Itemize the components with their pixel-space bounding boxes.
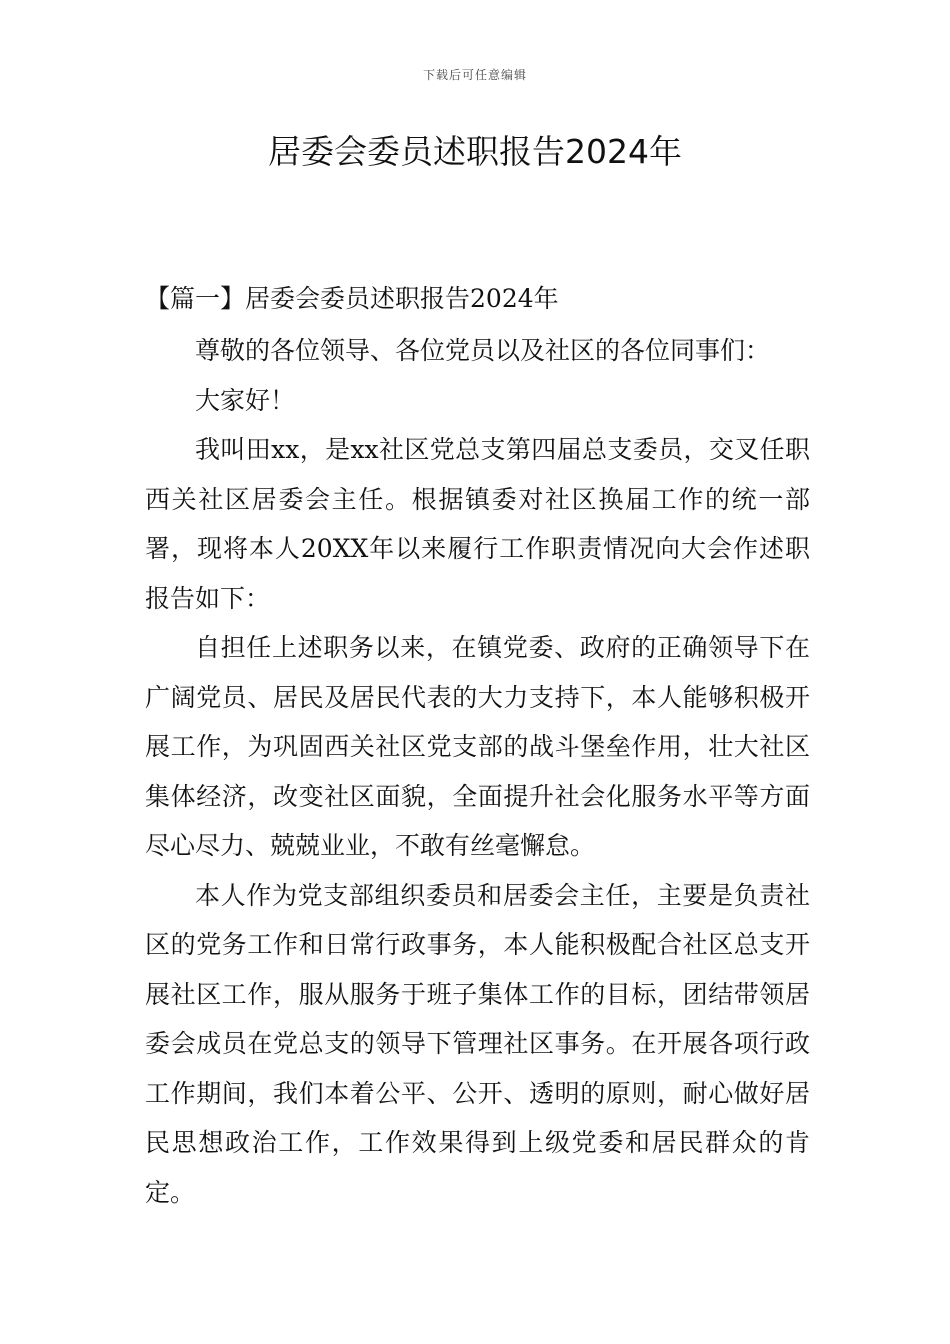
paragraph-duties-overview: 自担任上述职务以来，在镇党委、政府的正确领导下在广阔党员、居民及居民代表的大力支持下，本人能够积极开展工作，为巩固西关社区党支部的战斗堡垒作用，壮大社区集体经济，改变社区面貌，全面提升社会化服务水平等方面尽心尽力、兢兢业业，不敢有丝毫懈怠。: [145, 633, 810, 860]
document-body: [145, 280, 810, 1217]
section-heading: 【篇一】居委会委员述职报告2024年: [145, 284, 559, 313]
paragraph-greeting: 尊敬的各位领导、各位党员以及社区的各位同事们：: [195, 336, 771, 365]
paragraph-hello: 大家好！: [195, 385, 296, 415]
paragraph-responsibilities: 本人作为党支部组织委员和居委会主任，主要是负责社区的党务工作和日常行政事务，本人能积极配合社区总支开展社区工作，服从服务于班子集体工作的目标，团结带领居委会成员在党总支的领导下管理社区事务。在开展各项行政工作期间，我们本着公平、公开、透明的原则，耐心做好居民思想政治工作，工作效果得到上级党委和居民群众的肯定。: [145, 880, 810, 1207]
header-note: 下载后可任意编辑: [422, 68, 527, 82]
document-title: 居委会委员述职报告2024年: [268, 132, 682, 171]
paragraph-introduction: 我叫田xx，是xx社区党总支第四届总支委员，交叉任职西关社区居委会主任。根据镇委对社区换届工作的统一部署，现将本人20XX年以来履行工作职责情况向大会作述职报告如下：: [145, 435, 810, 613]
